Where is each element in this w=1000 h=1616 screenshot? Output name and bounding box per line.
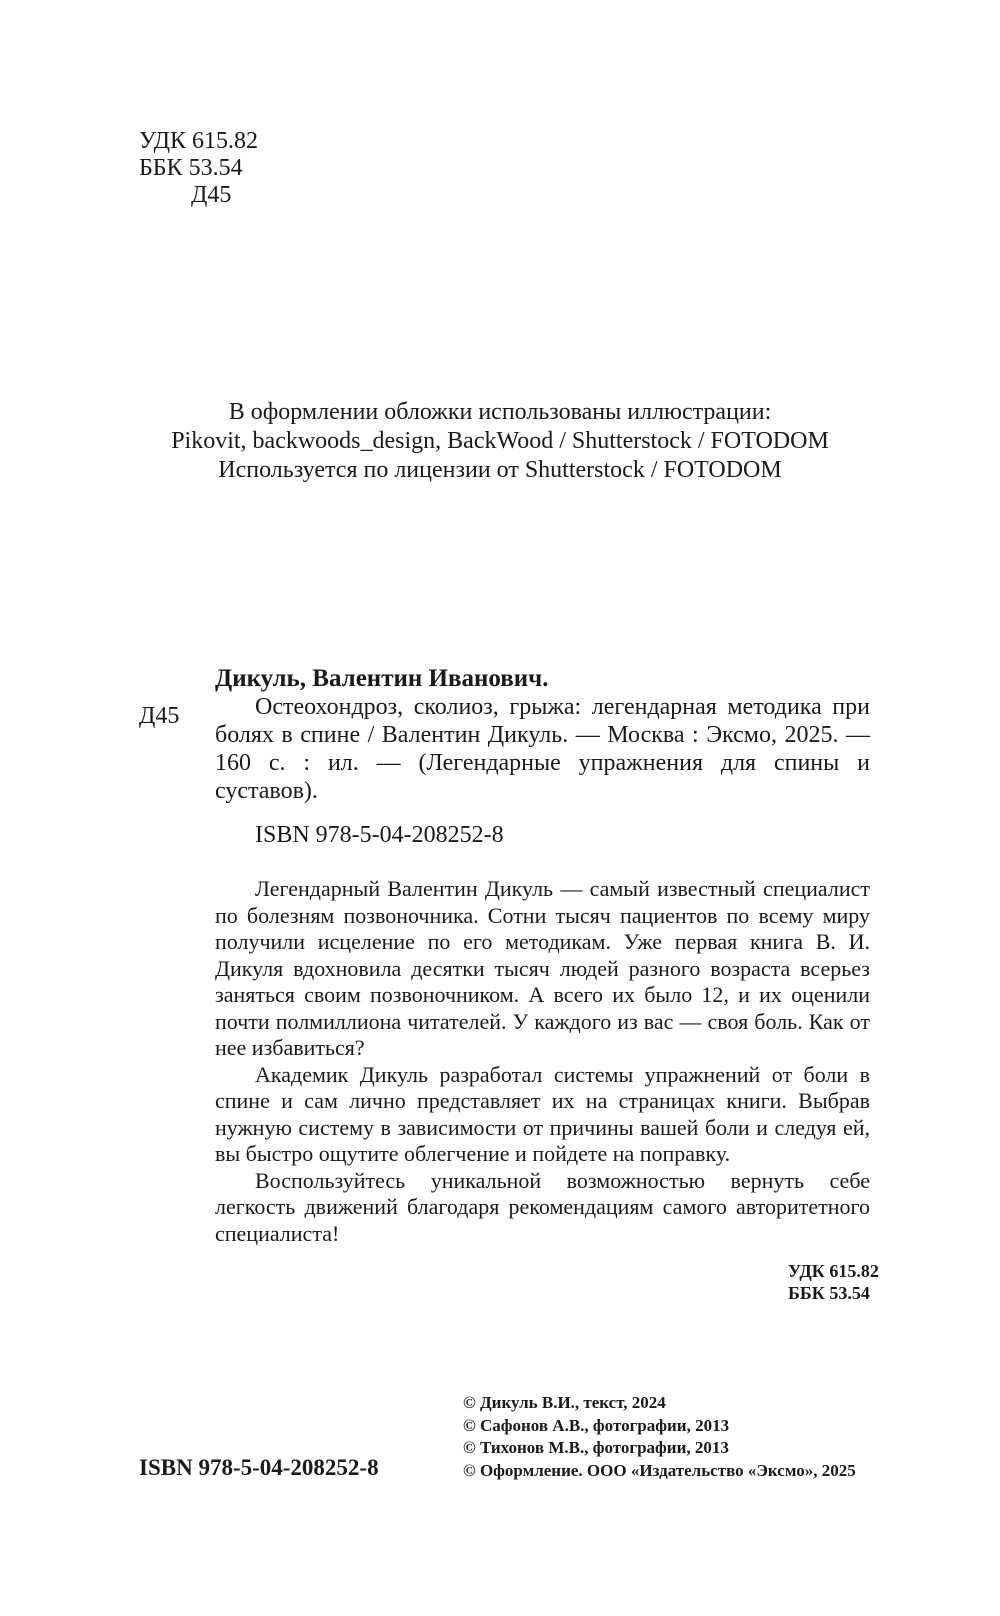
bbk-code-right: ББК 53.54 — [788, 1283, 870, 1303]
annotation-paragraph-2: Академик Дикуль разработал системы упражнений от боли в спине и сам лично представляет их на страницах книги. Выбрав нужную систему в зависимости от причины вашей боли и следуя ей, вы быстро ощутите облегчение и пойдете на поправку. — [215, 1061, 870, 1166]
credits-line-2: Pikovit, backwoods_design, BackWood / Shutterstock / FOTODOM — [171, 428, 829, 454]
copyright-block — [463, 1392, 856, 1482]
author-mark: Д45 — [191, 182, 232, 208]
copyright-line: © Оформление. ООО «Издательство «Эксмо», 2025 — [463, 1460, 856, 1480]
catalog-card — [215, 665, 870, 849]
annotation-paragraph-3: Воспользуйтесь уникальной возможностью вернуть себе легкость движений благодаря рекомендациям самого авторитетного специалиста! — [215, 1167, 870, 1246]
bbk-code: ББК 53.54 — [139, 155, 243, 181]
annotation-paragraph-1: Легендарный Валентин Дикуль — самый известный специалист по болезням позвоночника. Сотни тысяч пациентов по всему миру получили исцеление по его методикам. Уже первая книга В. И. Дикуля вдохновила десятки тысяч людей разного возраста всерьез заняться своим позвоночником. А всего их было 12, и их оценили почти полмиллиона читателей. У каждого из вас — своя боль. Как от нее избавиться? — [215, 876, 870, 1060]
card-author-mark: Д45 — [139, 703, 180, 729]
classification-codes-right — [788, 1260, 879, 1304]
udk-code-right: УДК 615.82 — [788, 1261, 879, 1281]
card-isbn: ISBN 978-5-04-208252-8 — [255, 822, 504, 848]
classification-codes-top — [139, 128, 258, 209]
copyright-line: © Дикуль В.И., текст, 2024 — [463, 1393, 666, 1412]
bibliographic-description: Остеохондроз, сколиоз, грыжа: легендарная методика при болях в спине / Валентин Дикуль. — Москва : Эксмо, 2025. — 160 с. : ил. — (Легендарные упражнения для спины и суставов). — [215, 694, 870, 804]
udk-code: УДК 615.82 — [139, 128, 258, 154]
cover-credits — [0, 398, 1000, 485]
isbn-main: ISBN 978-5-04-208252-8 — [139, 1455, 379, 1480]
book-annotation — [215, 876, 870, 1247]
copyright-line: © Тихонов М.В., фотографии, 2013 — [463, 1438, 729, 1457]
credits-line-3: Используется по лицензии от Shutterstock / FOTODOM — [218, 457, 782, 483]
card-author: Дикуль, Валентин Иванович. — [215, 665, 549, 692]
credits-line-1: В оформлении обложки использованы иллюстрации: — [228, 399, 772, 425]
copyright-line: © Сафонов А.В., фотографии, 2013 — [463, 1415, 730, 1435]
